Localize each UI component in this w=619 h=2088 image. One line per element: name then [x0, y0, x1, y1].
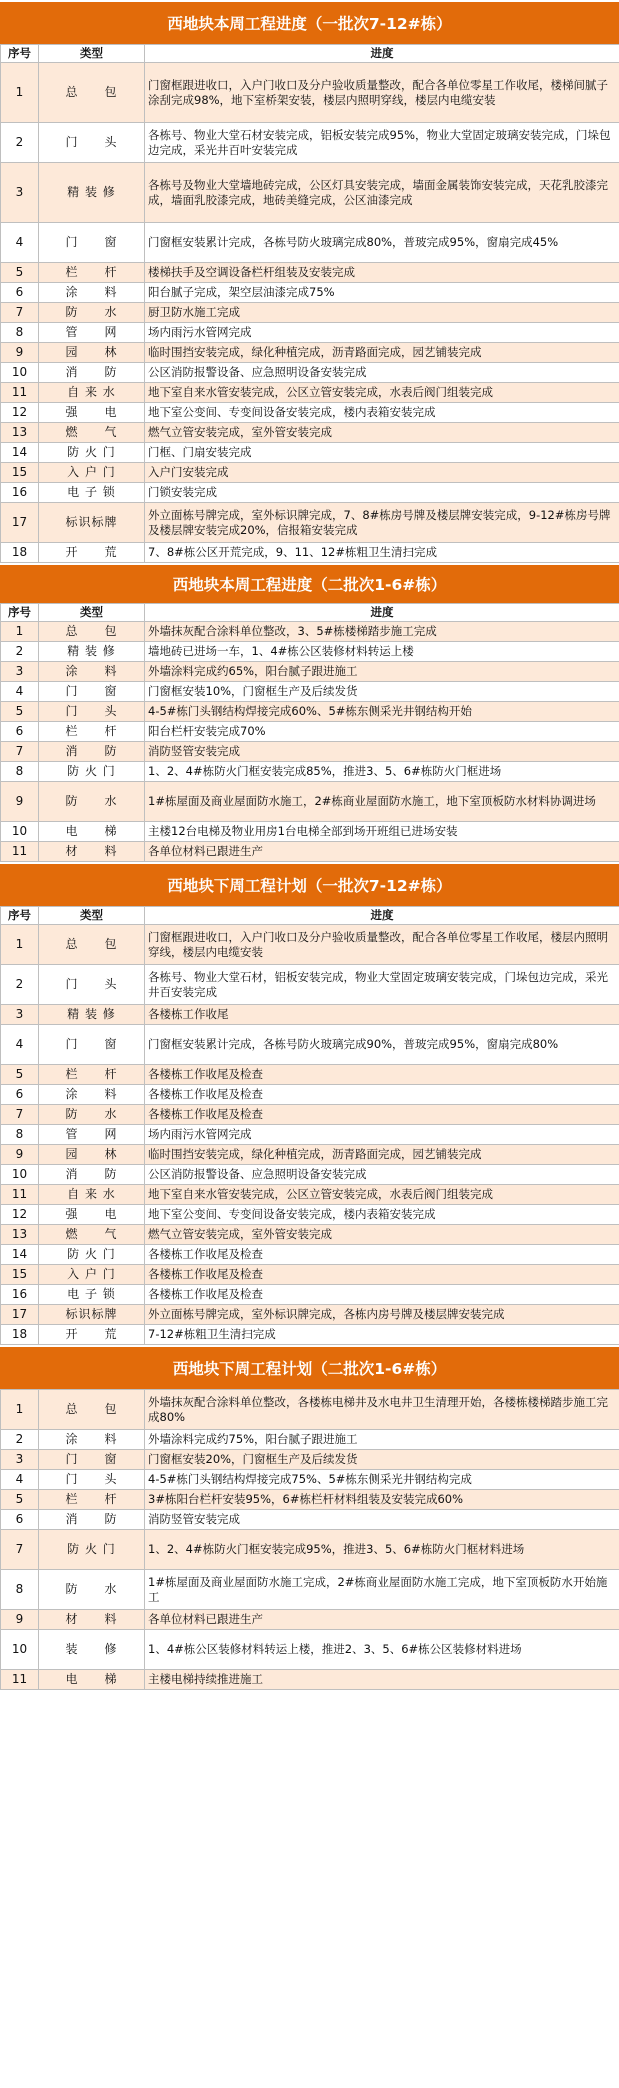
row-type: 门 窗	[39, 682, 145, 702]
row-type: 防 火 门	[39, 1530, 145, 1570]
row-number: 2	[1, 123, 39, 163]
row-progress: 阳台腻子完成，架空层油漆完成75%	[145, 283, 619, 303]
row-type: 精 装 修	[39, 163, 145, 223]
row-type: 强 电	[39, 1205, 145, 1225]
row-type: 园 林	[39, 1145, 145, 1165]
table-row	[1, 263, 619, 283]
row-progress: 7-12#栋粗卫生清扫完成	[145, 1325, 619, 1345]
row-type: 燃 气	[39, 1225, 145, 1245]
row-number: 10	[1, 1630, 39, 1670]
table-row	[1, 423, 619, 443]
row-type: 门 窗	[39, 223, 145, 263]
row-progress: 临时围挡安装完成，绿化种植完成，沥青路面完成，园艺铺装完成	[145, 343, 619, 363]
row-type: 装 修	[39, 1630, 145, 1670]
row-number: 18	[1, 1325, 39, 1345]
row-type: 标识标牌	[39, 503, 145, 543]
header-progress: 进度	[145, 907, 619, 925]
row-number: 15	[1, 1265, 39, 1285]
header-no: 序号	[1, 45, 39, 63]
section-title: 西地块本周工程进度（一批次7-12#栋）	[0, 0, 619, 44]
row-progress: 3#栋阳台栏杆安装95%，6#栋栏杆材料组装及安装完成60%	[145, 1490, 619, 1510]
row-number: 8	[1, 1125, 39, 1145]
row-number: 2	[1, 642, 39, 662]
row-progress: 公区消防报警设备、应急照明设备安装完成	[145, 363, 619, 383]
row-number: 2	[1, 1430, 39, 1450]
table-row	[1, 1450, 619, 1470]
row-progress: 1、2、4#栋防火门框安装完成85%，推进3、5、6#栋防火门框进场	[145, 762, 619, 782]
row-progress: 外立面栋号牌完成，室外标识牌完成，各栋内房号牌及楼层牌安装完成	[145, 1305, 619, 1325]
row-number: 18	[1, 543, 39, 563]
row-progress: 外立面栋号牌完成，室外标识牌完成，7、8#栋房号牌及楼层牌安装完成，9-12#栋房号牌及楼层牌安装完成20%，信报箱安装完成	[145, 503, 619, 543]
progress-table	[0, 1389, 619, 1690]
row-progress: 消防竖管安装完成	[145, 1510, 619, 1530]
row-type: 防 火 门	[39, 1245, 145, 1265]
row-type: 材 料	[39, 842, 145, 862]
section-title: 西地块下周工程计划（一批次7-12#栋）	[0, 862, 619, 906]
row-number: 16	[1, 483, 39, 503]
row-number: 5	[1, 702, 39, 722]
header-progress: 进度	[145, 604, 619, 622]
row-type: 管 网	[39, 1125, 145, 1145]
row-progress: 1#栋屋面及商业屋面防水施工，2#栋商业屋面防水施工，地下室顶板防水材料协调进场	[145, 782, 619, 822]
row-progress: 临时围挡安装完成，绿化种植完成，沥青路面完成，园艺铺装完成	[145, 1145, 619, 1165]
table-row	[1, 323, 619, 343]
row-progress: 各楼栋工作收尾及检查	[145, 1265, 619, 1285]
row-progress: 外墙抹灰配合涂料单位整改，各楼栋电梯井及水电井卫生清理开始，各楼栋楼梯踏步施工完成80%	[145, 1390, 619, 1430]
table-row	[1, 762, 619, 782]
table-row	[1, 742, 619, 762]
row-number: 6	[1, 722, 39, 742]
row-progress: 门窗框安装20%，门窗框生产及后续发货	[145, 1450, 619, 1470]
row-type: 门 窗	[39, 1025, 145, 1065]
row-type: 精 装 修	[39, 642, 145, 662]
table-row	[1, 702, 619, 722]
row-type: 门 头	[39, 965, 145, 1005]
table-row	[1, 925, 619, 965]
table-row	[1, 1670, 619, 1690]
row-type: 消 防	[39, 1510, 145, 1530]
row-type: 防 水	[39, 1105, 145, 1125]
row-progress: 各单位材料已跟进生产	[145, 1610, 619, 1630]
row-type: 总 包	[39, 1390, 145, 1430]
row-number: 11	[1, 383, 39, 403]
table-row	[1, 1025, 619, 1065]
row-progress: 门窗框跟进收口，入户门收口及分户验收质量整改，配合各单位零星工作收尾，楼梯间腻子涂刮完成98%，地下室桥架安装，楼层内照明穿线，楼层内电缆安装	[145, 63, 619, 123]
row-number: 5	[1, 263, 39, 283]
row-number: 16	[1, 1285, 39, 1305]
row-number: 9	[1, 343, 39, 363]
row-progress: 门锁安装完成	[145, 483, 619, 503]
section-title: 西地块本周工程进度（二批次1-6#栋）	[0, 563, 619, 603]
row-type: 燃 气	[39, 423, 145, 443]
row-progress: 各楼栋工作收尾	[145, 1005, 619, 1025]
table-row	[1, 163, 619, 223]
row-type: 防 水	[39, 1570, 145, 1610]
row-progress: 各楼栋工作收尾及检查	[145, 1105, 619, 1125]
row-type: 涂 料	[39, 283, 145, 303]
row-number: 9	[1, 782, 39, 822]
table-row	[1, 1570, 619, 1610]
row-progress: 阳台栏杆安装完成70%	[145, 722, 619, 742]
row-type: 消 防	[39, 1165, 145, 1185]
row-type: 总 包	[39, 925, 145, 965]
row-type: 自 来 水	[39, 1185, 145, 1205]
row-number: 4	[1, 1470, 39, 1490]
row-number: 1	[1, 622, 39, 642]
row-type: 材 料	[39, 1610, 145, 1630]
progress-table	[0, 906, 619, 1345]
row-progress: 消防竖管安装完成	[145, 742, 619, 762]
row-type: 门 头	[39, 702, 145, 722]
row-number: 3	[1, 1450, 39, 1470]
table-row	[1, 1325, 619, 1345]
table-row	[1, 1530, 619, 1570]
row-type: 涂 料	[39, 1085, 145, 1105]
row-type: 栏 杆	[39, 1065, 145, 1085]
row-type: 防 火 门	[39, 443, 145, 463]
row-type: 强 电	[39, 403, 145, 423]
table-row	[1, 622, 619, 642]
row-progress: 公区消防报警设备、应急照明设备安装完成	[145, 1165, 619, 1185]
row-progress: 4-5#栋门头钢结构焊接完成60%、5#栋东侧采光井钢结构开始	[145, 702, 619, 722]
row-progress: 外墙涂料完成约65%，阳台腻子跟进施工	[145, 662, 619, 682]
row-type: 栏 杆	[39, 263, 145, 283]
row-number: 9	[1, 1145, 39, 1165]
row-progress: 主楼电梯持续推进施工	[145, 1670, 619, 1690]
row-number: 5	[1, 1065, 39, 1085]
row-progress: 地下室自来水管安装完成，公区立管安装完成，水表后阀门组装完成	[145, 383, 619, 403]
row-progress: 各栋号、物业大堂石材，铝板安装完成，物业大堂固定玻璃安装完成，门垛包边完成，采光井百安装完成	[145, 965, 619, 1005]
row-progress: 各楼栋工作收尾及检查	[145, 1285, 619, 1305]
header-type: 类型	[39, 604, 145, 622]
row-progress: 门窗框跟进收口，入户门收口及分户验收质量整改，配合各单位零星工作收尾，楼层内照明穿线，楼层内电缆安装	[145, 925, 619, 965]
row-progress: 场内雨污水管网完成	[145, 1125, 619, 1145]
table-row	[1, 303, 619, 323]
row-number: 6	[1, 1510, 39, 1530]
row-progress: 各栋号及物业大堂墙地砖完成，公区灯具安装完成，墙面金属装饰安装完成，天花乳胶漆完成，墙面乳胶漆完成，地砖美缝完成，公区油漆完成	[145, 163, 619, 223]
row-type: 门 头	[39, 123, 145, 163]
row-number: 9	[1, 1610, 39, 1630]
table-row	[1, 842, 619, 862]
header-progress: 进度	[145, 45, 619, 63]
row-number: 17	[1, 503, 39, 543]
row-progress: 各楼栋工作收尾及检查	[145, 1065, 619, 1085]
row-type: 管 网	[39, 323, 145, 343]
header-type: 类型	[39, 907, 145, 925]
table-row	[1, 1185, 619, 1205]
row-number: 10	[1, 363, 39, 383]
table-row	[1, 1430, 619, 1450]
table-header-row	[1, 604, 619, 622]
row-progress: 地下室自来水管安装完成，公区立管安装完成，水表后阀门组装完成	[145, 1185, 619, 1205]
row-number: 3	[1, 163, 39, 223]
row-type: 开 荒	[39, 1325, 145, 1345]
table-row	[1, 443, 619, 463]
row-number: 7	[1, 1105, 39, 1125]
table-row	[1, 1225, 619, 1245]
row-type: 自 来 水	[39, 383, 145, 403]
table-row	[1, 503, 619, 543]
row-progress: 厨卫防水施工完成	[145, 303, 619, 323]
row-progress: 1、2、4#栋防火门框安装完成95%，推进3、5、6#栋防火门框材料进场	[145, 1530, 619, 1570]
row-progress: 地下室公变间、专变间设备安装完成，楼内表箱安装完成	[145, 1205, 619, 1225]
row-type: 电 梯	[39, 822, 145, 842]
row-progress: 各楼栋工作收尾及检查	[145, 1085, 619, 1105]
row-progress: 各栋号、物业大堂石材安装完成，铝板安装完成95%，物业大堂固定玻璃安装完成，门垛包边完成，采光井百叶安装完成	[145, 123, 619, 163]
row-number: 13	[1, 1225, 39, 1245]
table-row	[1, 223, 619, 263]
table-row	[1, 1005, 619, 1025]
table-row	[1, 642, 619, 662]
table-row	[1, 822, 619, 842]
table-row	[1, 283, 619, 303]
row-progress: 各单位材料已跟进生产	[145, 842, 619, 862]
row-type: 入 户 门	[39, 463, 145, 483]
section-title: 西地块下周工程计划（二批次1-6#栋）	[0, 1345, 619, 1389]
table-row	[1, 363, 619, 383]
row-progress: 门窗框安装累计完成，各栋号防火玻璃完成80%，普玻完成95%，窗扇完成45%	[145, 223, 619, 263]
header-no: 序号	[1, 907, 39, 925]
row-number: 7	[1, 303, 39, 323]
table-row	[1, 63, 619, 123]
row-type: 总 包	[39, 622, 145, 642]
table-row	[1, 782, 619, 822]
row-type: 门 窗	[39, 1450, 145, 1470]
row-number: 10	[1, 1165, 39, 1185]
row-type: 电 子 锁	[39, 1285, 145, 1305]
row-progress: 1、4#栋公区装修材料转运上楼，推进2、3、5、6#栋公区装修材料进场	[145, 1630, 619, 1670]
row-type: 消 防	[39, 742, 145, 762]
row-number: 7	[1, 1530, 39, 1570]
row-type: 入 户 门	[39, 1265, 145, 1285]
table-row	[1, 1285, 619, 1305]
row-progress: 7、8#栋公区开荒完成，9、11、12#栋粗卫生清扫完成	[145, 543, 619, 563]
row-progress: 主楼12台电梯及物业用房1台电梯全部到场开班组已进场安装	[145, 822, 619, 842]
row-type: 开 荒	[39, 543, 145, 563]
row-type: 栏 杆	[39, 722, 145, 742]
progress-table	[0, 44, 619, 563]
table-row	[1, 1125, 619, 1145]
table-row	[1, 1065, 619, 1085]
table-row	[1, 722, 619, 742]
row-number: 15	[1, 463, 39, 483]
row-progress: 地下室公变间、专变间设备安装完成，楼内表箱安装完成	[145, 403, 619, 423]
row-number: 14	[1, 1245, 39, 1265]
row-progress: 4-5#栋门头钢结构焊接完成75%、5#栋东侧采光井钢结构完成	[145, 1470, 619, 1490]
row-type: 消 防	[39, 363, 145, 383]
table-row	[1, 483, 619, 503]
row-number: 4	[1, 682, 39, 702]
row-number: 1	[1, 63, 39, 123]
row-number: 6	[1, 283, 39, 303]
row-progress: 外墙涂料完成约75%，阳台腻子跟进施工	[145, 1430, 619, 1450]
row-number: 1	[1, 925, 39, 965]
table-row	[1, 1490, 619, 1510]
table-row	[1, 1105, 619, 1125]
row-number: 3	[1, 1005, 39, 1025]
row-number: 11	[1, 842, 39, 862]
row-progress: 场内雨污水管网完成	[145, 323, 619, 343]
table-row	[1, 123, 619, 163]
row-type: 涂 料	[39, 1430, 145, 1450]
row-type: 防 火 门	[39, 762, 145, 782]
row-type: 涂 料	[39, 662, 145, 682]
row-progress: 楼梯扶手及空调设备栏杆组装及安装完成	[145, 263, 619, 283]
row-number: 11	[1, 1185, 39, 1205]
table-row	[1, 1245, 619, 1265]
table-row	[1, 543, 619, 563]
row-number: 6	[1, 1085, 39, 1105]
row-number: 14	[1, 443, 39, 463]
row-type: 栏 杆	[39, 1490, 145, 1510]
row-type: 标识标牌	[39, 1305, 145, 1325]
row-progress: 墙地砖已进场一车，1、4#栋公区装修材料转运上楼	[145, 642, 619, 662]
table-row	[1, 682, 619, 702]
table-row	[1, 1305, 619, 1325]
row-number: 8	[1, 762, 39, 782]
table-row	[1, 463, 619, 483]
header-no: 序号	[1, 604, 39, 622]
row-progress: 入户门安装完成	[145, 463, 619, 483]
row-progress: 各楼栋工作收尾及检查	[145, 1245, 619, 1265]
row-number: 4	[1, 223, 39, 263]
row-type: 精 装 修	[39, 1005, 145, 1025]
row-progress: 门窗框安装累计完成，各栋号防火玻璃完成90%，普玻完成95%，窗扇完成80%	[145, 1025, 619, 1065]
table-row	[1, 1390, 619, 1430]
row-progress: 外墙抹灰配合涂料单位整改，3、5#栋楼梯踏步施工完成	[145, 622, 619, 642]
table-row	[1, 1630, 619, 1670]
row-number: 7	[1, 742, 39, 762]
table-row	[1, 1610, 619, 1630]
row-number: 8	[1, 1570, 39, 1610]
row-type: 电 梯	[39, 1670, 145, 1690]
row-number: 13	[1, 423, 39, 443]
table-row	[1, 383, 619, 403]
row-number: 2	[1, 965, 39, 1005]
row-number: 4	[1, 1025, 39, 1065]
row-progress: 门窗框安装10%，门窗框生产及后续发货	[145, 682, 619, 702]
row-type: 门 头	[39, 1470, 145, 1490]
table-row	[1, 1165, 619, 1185]
table-row	[1, 1145, 619, 1165]
row-number: 17	[1, 1305, 39, 1325]
table-header-row	[1, 907, 619, 925]
table-row	[1, 1470, 619, 1490]
table-row	[1, 662, 619, 682]
table-row	[1, 1205, 619, 1225]
row-type: 园 林	[39, 343, 145, 363]
table-row	[1, 1085, 619, 1105]
row-number: 12	[1, 1205, 39, 1225]
table-header-row	[1, 45, 619, 63]
row-progress: 门框、门扇安装完成	[145, 443, 619, 463]
row-number: 3	[1, 662, 39, 682]
row-type: 电 子 锁	[39, 483, 145, 503]
row-type: 总 包	[39, 63, 145, 123]
row-type: 防 水	[39, 782, 145, 822]
row-number: 8	[1, 323, 39, 343]
row-number: 12	[1, 403, 39, 423]
table-row	[1, 343, 619, 363]
table-row	[1, 1510, 619, 1530]
row-progress: 1#栋屋面及商业屋面防水施工完成，2#栋商业屋面防水施工完成，地下室顶板防水开始施工	[145, 1570, 619, 1610]
progress-table	[0, 603, 619, 862]
header-type: 类型	[39, 45, 145, 63]
table-row	[1, 403, 619, 423]
row-number: 10	[1, 822, 39, 842]
table-row	[1, 1265, 619, 1285]
table-row	[1, 965, 619, 1005]
row-progress: 燃气立管安装完成，室外管安装完成	[145, 1225, 619, 1245]
row-number: 5	[1, 1490, 39, 1510]
row-number: 1	[1, 1390, 39, 1430]
row-progress: 燃气立管安装完成，室外管安装完成	[145, 423, 619, 443]
row-number: 11	[1, 1670, 39, 1690]
row-type: 防 水	[39, 303, 145, 323]
